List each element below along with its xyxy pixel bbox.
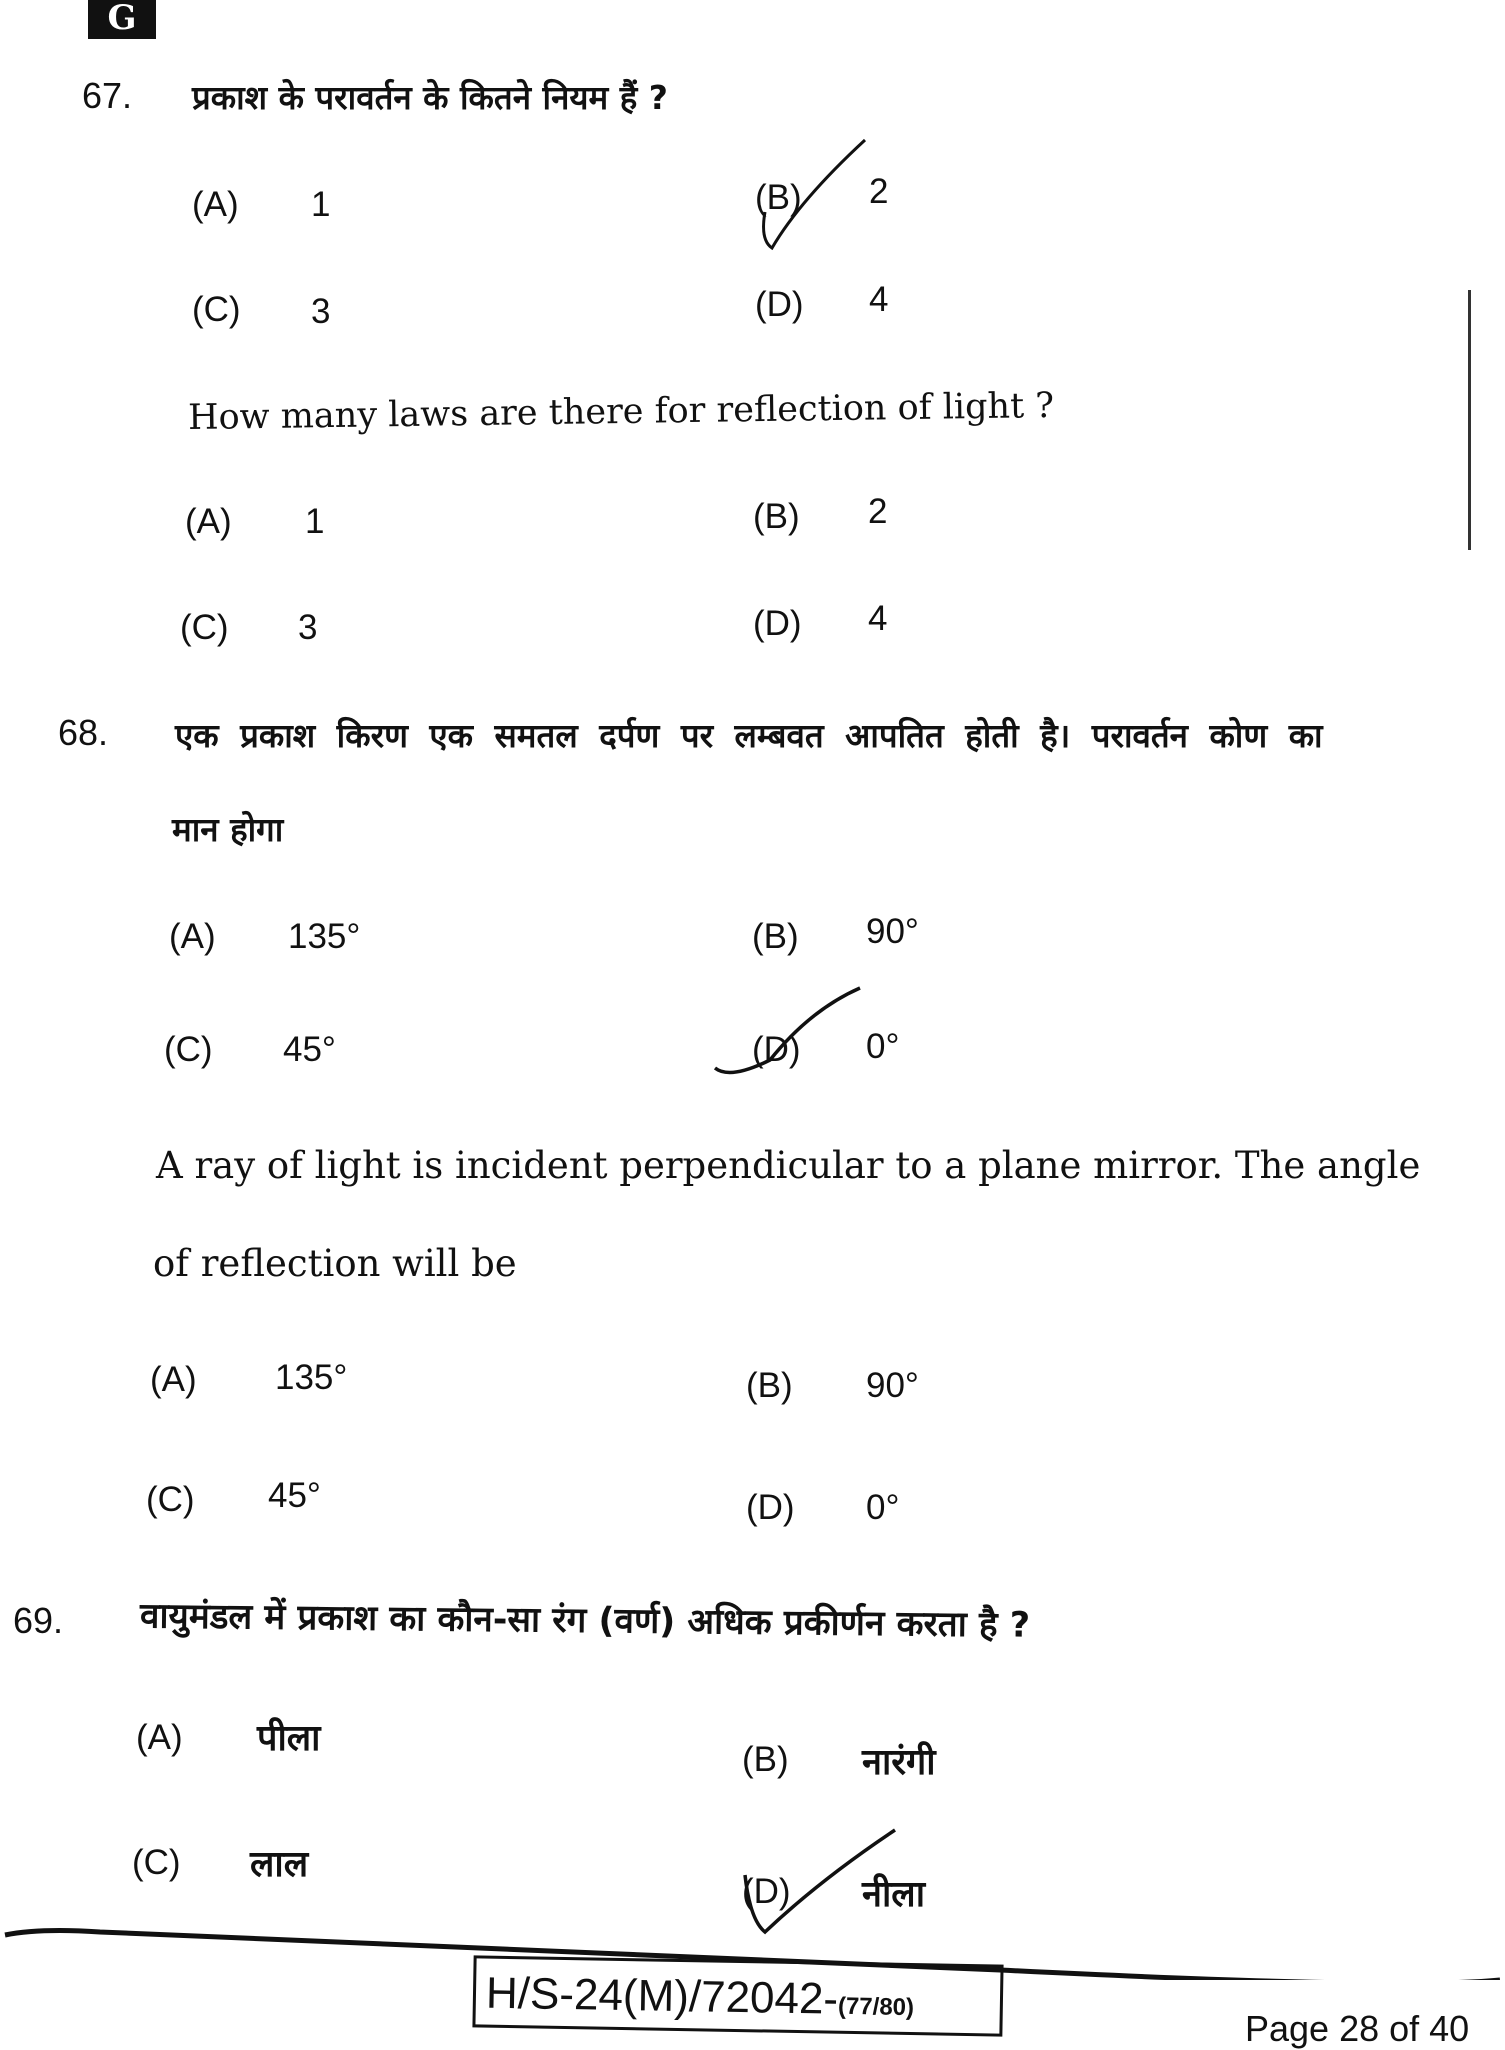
- option-value: 4: [868, 599, 888, 638]
- paper-code-main: H/S-24(M)/72042-: [485, 1968, 839, 2024]
- option-value: 2: [868, 492, 888, 531]
- question-text-english: How many laws are there for reflection of light ?: [187, 385, 1055, 439]
- option-label: (B): [742, 1740, 789, 1779]
- question-number: 68.: [58, 712, 109, 753]
- option-value: 90°: [866, 1366, 919, 1405]
- option-value: 90°: [866, 912, 919, 951]
- option-label: (D): [753, 604, 802, 643]
- option-label: (D): [752, 1030, 801, 1069]
- option-label: (B): [753, 497, 800, 536]
- option-label: (B): [746, 1366, 793, 1405]
- option-label: (B): [752, 917, 799, 956]
- paper-code: [472, 1955, 1003, 2036]
- option-value: 45°: [268, 1476, 321, 1515]
- option-value: नारंगी: [862, 1742, 936, 1783]
- question-number: 69.: [13, 1600, 64, 1641]
- page-number: Page 28 of 40: [1245, 2008, 1470, 2049]
- option-label: (C): [164, 1030, 213, 1069]
- option-value: 4: [869, 280, 889, 319]
- option-value: 1: [311, 185, 331, 224]
- question-text-english: of reflection will be: [153, 1242, 517, 1285]
- option-label: (B): [755, 178, 802, 217]
- option-label: (A): [192, 185, 239, 224]
- option-label: (C): [192, 290, 241, 329]
- option-value: 2: [869, 172, 889, 211]
- option-value: 3: [311, 292, 331, 331]
- option-label: (C): [146, 1480, 195, 1519]
- option-label: (A): [169, 917, 216, 956]
- paper-code-suffix: (77/80): [837, 1992, 915, 2022]
- option-value: 3: [298, 608, 318, 647]
- option-value: 135°: [288, 917, 361, 956]
- option-label: (C): [132, 1843, 181, 1882]
- tick-mark-icon: [700, 980, 880, 1100]
- question-text-hindi: प्रकाश के परावर्तन के कितने नियम हैं ?: [192, 78, 668, 117]
- option-label: (A): [185, 502, 232, 541]
- option-label: (D): [742, 1872, 791, 1911]
- set-label: G: [88, 0, 156, 39]
- option-label: (C): [180, 608, 229, 647]
- question-text-hindi: वायुमंडल में प्रकाश का कौन-सा रंग (वर्ण) अधिक प्रकीर्णन करता है ?: [139, 1596, 1031, 1646]
- option-label: (A): [150, 1360, 197, 1399]
- option-label: (D): [755, 285, 804, 324]
- option-value: 0°: [866, 1027, 900, 1066]
- tick-mark-icon: [740, 130, 880, 260]
- question-text-hindi: मान होगा: [172, 810, 284, 849]
- option-value: 0°: [866, 1488, 900, 1527]
- option-value: 135°: [275, 1358, 348, 1397]
- margin-line: [1468, 290, 1471, 550]
- question-text-english: A ray of light is incident perpendicular to a plane mirror. The angle: [156, 1144, 1421, 1187]
- option-label: (D): [746, 1488, 795, 1527]
- option-value: 1: [305, 502, 325, 541]
- option-value: लाल: [250, 1844, 309, 1885]
- option-label: (A): [136, 1718, 183, 1757]
- question-number: 67.: [82, 75, 133, 116]
- option-value: 45°: [283, 1030, 336, 1069]
- option-value: पीला: [257, 1718, 321, 1759]
- question-text-hindi: एक प्रकाश किरण एक समतल दर्पण पर लम्बवत आपतित होती है। परावर्तन कोण का: [175, 716, 1323, 755]
- option-value: नीला: [862, 1874, 926, 1915]
